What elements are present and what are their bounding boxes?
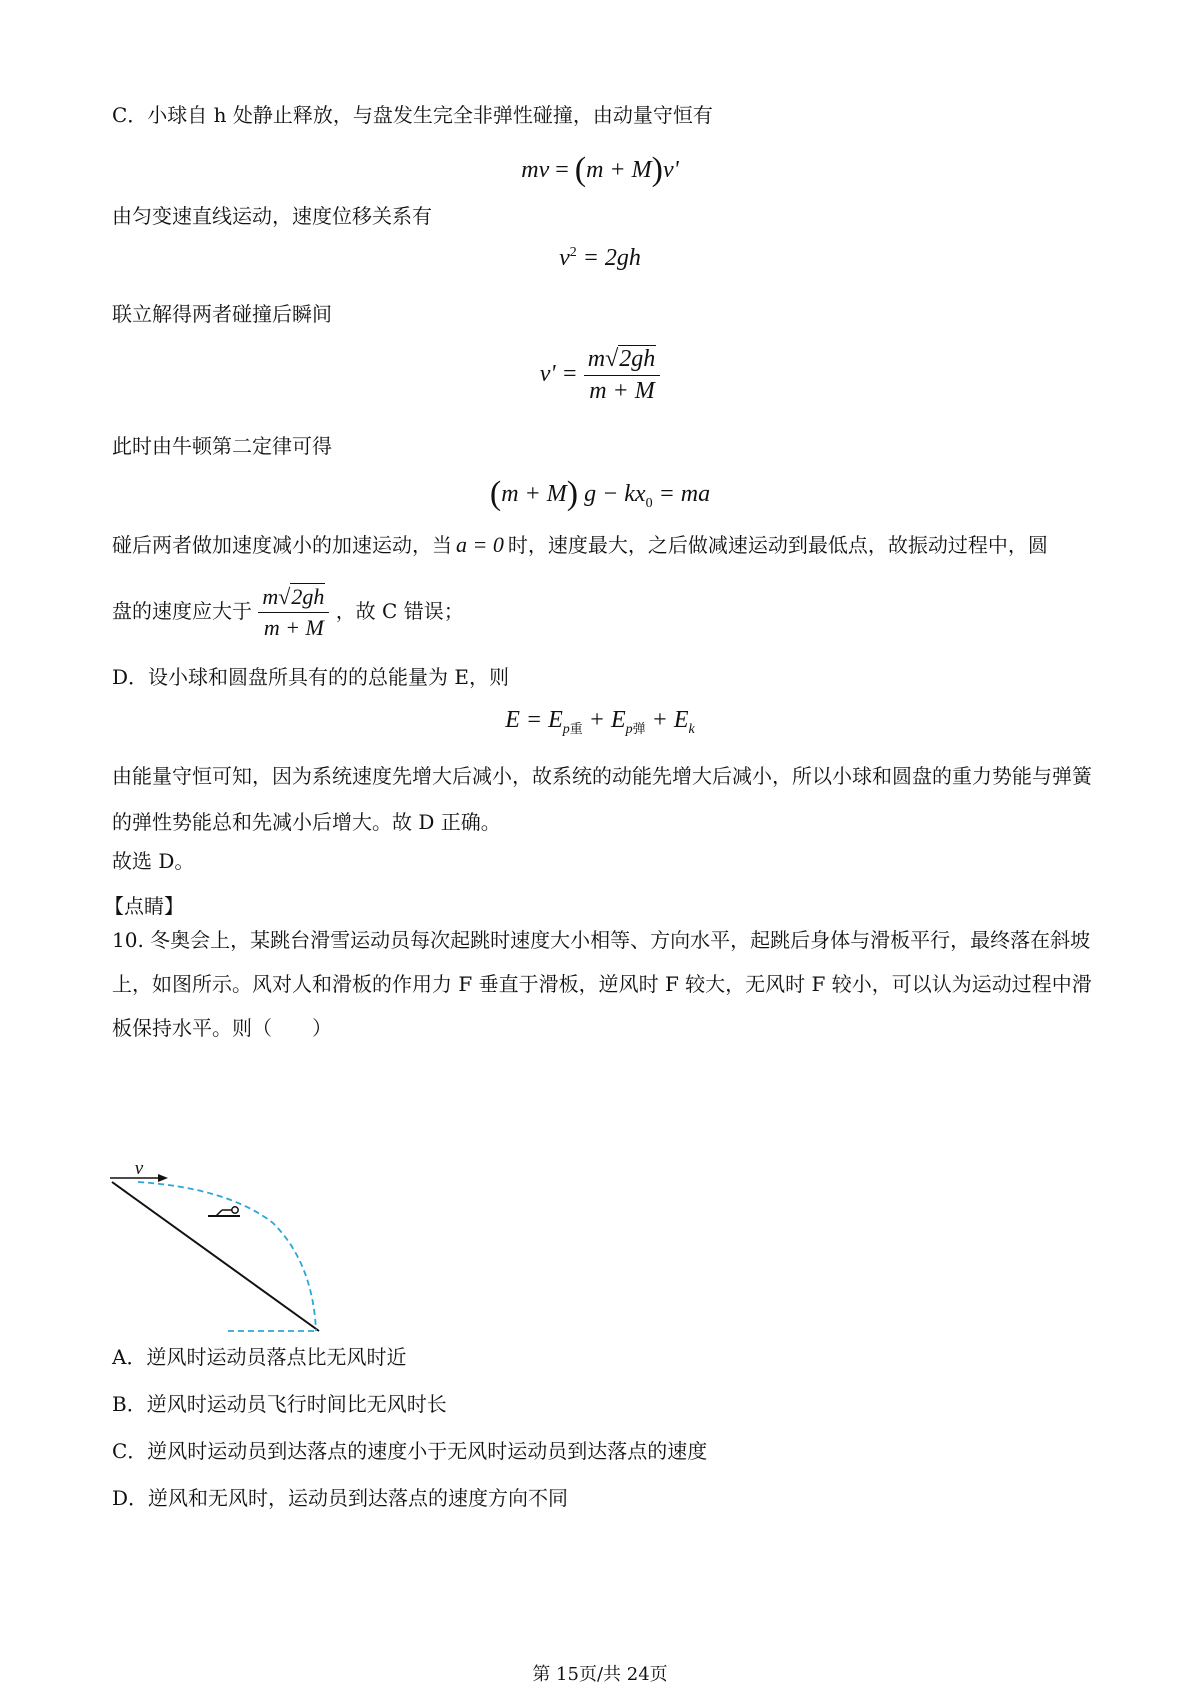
eq4-open-paren: (	[489, 475, 502, 512]
equation-momentum	[0, 151, 1200, 189]
question-10-stem: 10. 冬奥会上，某跳台滑雪运动员每次起跳时速度大小相等、方向水平，起跳后身体与滑板平行，最终落在斜坡上，如图所示。风对人和滑板的作用力 F 垂直于滑板，逆风时 F 较大，无风时 F 较小，可以认为运动过程中滑板保持水平。则（ ）	[112, 928, 1092, 1040]
equation-newton	[0, 475, 1200, 513]
eq1-rhs: v'	[662, 157, 679, 183]
eq1-lhs: mv	[521, 157, 550, 183]
option-d: D．逆风和无风时，运动员到达落点的速度方向不同	[112, 1486, 569, 1510]
ski-jump-figure	[108, 1163, 338, 1347]
eq4-subscript: 0	[645, 495, 653, 511]
para5-part-a: 碰后两者做加速度减小的加速运动，当	[112, 533, 452, 557]
eq6-sub2: p弹	[625, 721, 646, 737]
skier-head-icon	[232, 1207, 238, 1213]
eq4-rhs: = ma	[658, 481, 711, 507]
eq2-rhs: = 2gh	[582, 245, 641, 271]
newton-second-law-text: 此时由牛顿第二定律可得	[112, 434, 332, 458]
eq4-inner: m + M	[501, 481, 567, 507]
eq2-v: v	[559, 245, 570, 271]
eq3-lhs: v' =	[539, 361, 578, 388]
eq4-close-paren: )	[566, 475, 579, 512]
page-footer: 第 15页/共 24页	[532, 1664, 668, 1685]
eq1-equals: =	[555, 157, 569, 183]
eq6-plus1: + E	[582, 707, 626, 733]
equation-kinematics	[0, 245, 1200, 272]
eq6-lhs: E = E	[505, 707, 563, 733]
velocity-label: v	[134, 1163, 144, 1179]
sqrt-symbol: √	[605, 346, 619, 372]
para5-frac-radicand: 2gh	[291, 584, 325, 609]
eq3-num-m: m	[587, 346, 606, 372]
para5-frac-denominator: m + M	[263, 615, 324, 640]
eq1-close-paren: )	[651, 151, 663, 188]
eq6-sub1: p重	[562, 721, 583, 737]
eq1-open-paren: (	[574, 151, 587, 188]
eq6-sub3: k	[688, 722, 695, 737]
para5-part-b: 时，速度最大，之后做减速运动到最低点，故振动过程中，圆	[507, 533, 1048, 557]
para5-part-c: 盘的速度应大于	[112, 599, 252, 623]
eq4-mid: g − kx	[584, 481, 646, 507]
ski-jump-diagram	[108, 1163, 338, 1343]
para5-frac-m: m	[262, 584, 279, 609]
eq3-num-radicand: 2gh	[619, 346, 656, 372]
acceleration-analysis-line1	[112, 531, 1048, 559]
para5-fraction: $\frac{m√2gh}{m + M}$	[258, 584, 329, 641]
eq3-denominator: m + M	[589, 378, 655, 404]
arrow-head-icon	[158, 1174, 168, 1182]
equation-total-energy	[0, 707, 1200, 738]
acceleration-analysis-line2	[112, 584, 464, 641]
para5-part-d: ，故 C 错误；	[335, 599, 464, 623]
velocity-displacement-text: 由匀变速直线运动，速度位移关系有	[112, 204, 432, 228]
slope-line	[112, 1182, 319, 1331]
comment-label: 【点睛】	[104, 894, 184, 918]
answer-line: 故选 D。	[112, 849, 195, 873]
option-a: A．逆风时运动员落点比无风时近	[112, 1345, 407, 1369]
eq2-superscript: 2	[569, 245, 577, 260]
eq6-plus2: + E	[645, 707, 689, 733]
option-c: C．逆风时运动员到达落点的速度小于无风时运动员到达落点的速度	[112, 1439, 708, 1463]
option-b: B．逆风时运动员飞行时间比无风时长	[112, 1392, 447, 1416]
option-c-analysis-intro: C．小球自 h 处静止释放，与盘发生完全非弹性碰撞，由动量守恒有	[112, 103, 713, 127]
eq1-inner: m + M	[586, 157, 652, 183]
para5-a-equals-zero: a = 0	[456, 532, 504, 557]
eq3-fraction	[584, 346, 661, 405]
option-d-analysis-intro: D．设小球和圆盘所具有的的总能量为 E，则	[112, 665, 509, 689]
equation-velocity-after-collision	[0, 346, 1200, 405]
combined-solution-text: 联立解得两者碰撞后瞬间	[112, 302, 332, 326]
energy-conservation-paragraph: 由能量守恒可知，因为系统速度先增大后减小，故系统的动能先增大后减小，所以小球和圆盘的重力势能与弹簧的弹性势能总和先减小后增大。故 D 正确。	[112, 764, 1092, 834]
